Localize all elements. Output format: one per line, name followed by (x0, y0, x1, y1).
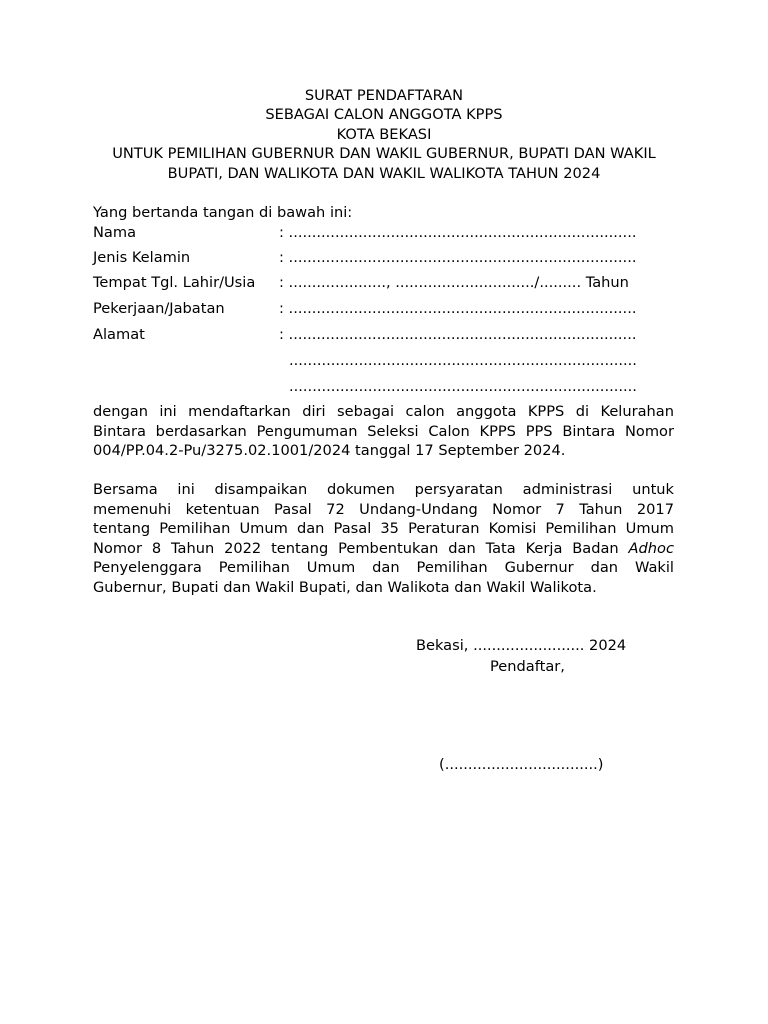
field-label-jenis-kelamin: Jenis Kelamin (93, 249, 191, 266)
paragraph-line: Gubernur, Bupati dan Wakil Bupati, dan Walikota dan Wakil Walikota. (93, 578, 597, 596)
field-label-nama: Nama (93, 224, 137, 241)
field-nama (93, 223, 678, 243)
field-alamat-cont-1 (93, 351, 678, 371)
field-blank-nama: : ........................................................................... (279, 224, 637, 241)
italic-term: Adhoc (628, 539, 674, 557)
paragraph-line: Bintara berdasarkan Pengumuman Seleksi Calon KPPS PPS Bintara Nomor (93, 422, 674, 440)
paragraph-line: tentang Pemilihan Umum dan Pasal 35 Peraturan Komisi Pemilihan Umum (93, 520, 674, 538)
title-line-4: UNTUK PEMILIHAN GUBERNUR DAN WAKIL GUBERNUR, BUPATI DAN WAKIL (112, 145, 656, 163)
title-line-5: BUPATI, DAN WALIKOTA DAN WAKIL WALIKOTA TAHUN 2024 (167, 164, 601, 182)
field-alamat (93, 325, 678, 345)
field-ttl (93, 273, 678, 293)
field-jenis-kelamin (93, 248, 678, 268)
field-blank-alamat-cont-1: ........................................................................... (289, 352, 637, 369)
field-blank-pekerjaan: : ........................................................................... (279, 300, 637, 317)
signature-place-date: Bekasi, ........................ 2024 (416, 637, 627, 654)
paragraph-line: Bersama ini disampaikan dokumen persyaratan administrasi untuk (93, 481, 674, 498)
signature-name-blank: (.................................) (439, 756, 604, 773)
paragraph-line: dengan ini mendaftarkan diri sebagai calon anggota KPPS di Kelurahan (93, 403, 674, 420)
title-line-1: SURAT PENDAFTARAN (304, 87, 464, 104)
field-alamat-cont-2 (93, 377, 678, 397)
field-pekerjaan (93, 299, 678, 319)
intro-text: Yang bertanda tangan di bawah ini: (93, 204, 353, 221)
field-blank-ttl: : ....................., ............................../......... Tahun (279, 274, 629, 291)
field-label-pekerjaan: Pekerjaan/Jabatan (93, 300, 225, 317)
paragraph-line: Penyelenggara Pemilihan Umum dan Pemilihan Gubernur dan Wakil (93, 559, 674, 577)
paragraph-line: 004/PP.04.2-Pu/3275.02.1001/2024 tanggal 17 September 2024. (93, 442, 566, 460)
title-line-2: SEBAGAI CALON ANGGOTA KPPS (265, 106, 503, 124)
paragraph-line (93, 539, 674, 559)
paragraph-line: memenuhi ketentuan Pasal 72 Undang-Undang Nomor 7 Tahun 2017 (93, 500, 674, 518)
registration-paragraph (93, 402, 674, 461)
field-blank-alamat: : ........................................................................... (279, 326, 637, 343)
signature-role: Pendaftar, (490, 658, 565, 675)
field-label-alamat: Alamat (93, 326, 145, 343)
document-header (90, 86, 678, 183)
title-line-3: KOTA BEKASI (336, 125, 432, 143)
documents-paragraph (93, 480, 674, 598)
paragraph-text: Nomor 8 Tahun 2022 tentang Pembentukan dan Tata Kerja Badan (93, 539, 629, 557)
field-blank-alamat-cont-2: ........................................................................... (289, 378, 637, 395)
field-label-ttl: Tempat Tgl. Lahir/Usia (93, 274, 256, 291)
field-blank-jenis-kelamin: : ........................................................................... (279, 249, 637, 266)
